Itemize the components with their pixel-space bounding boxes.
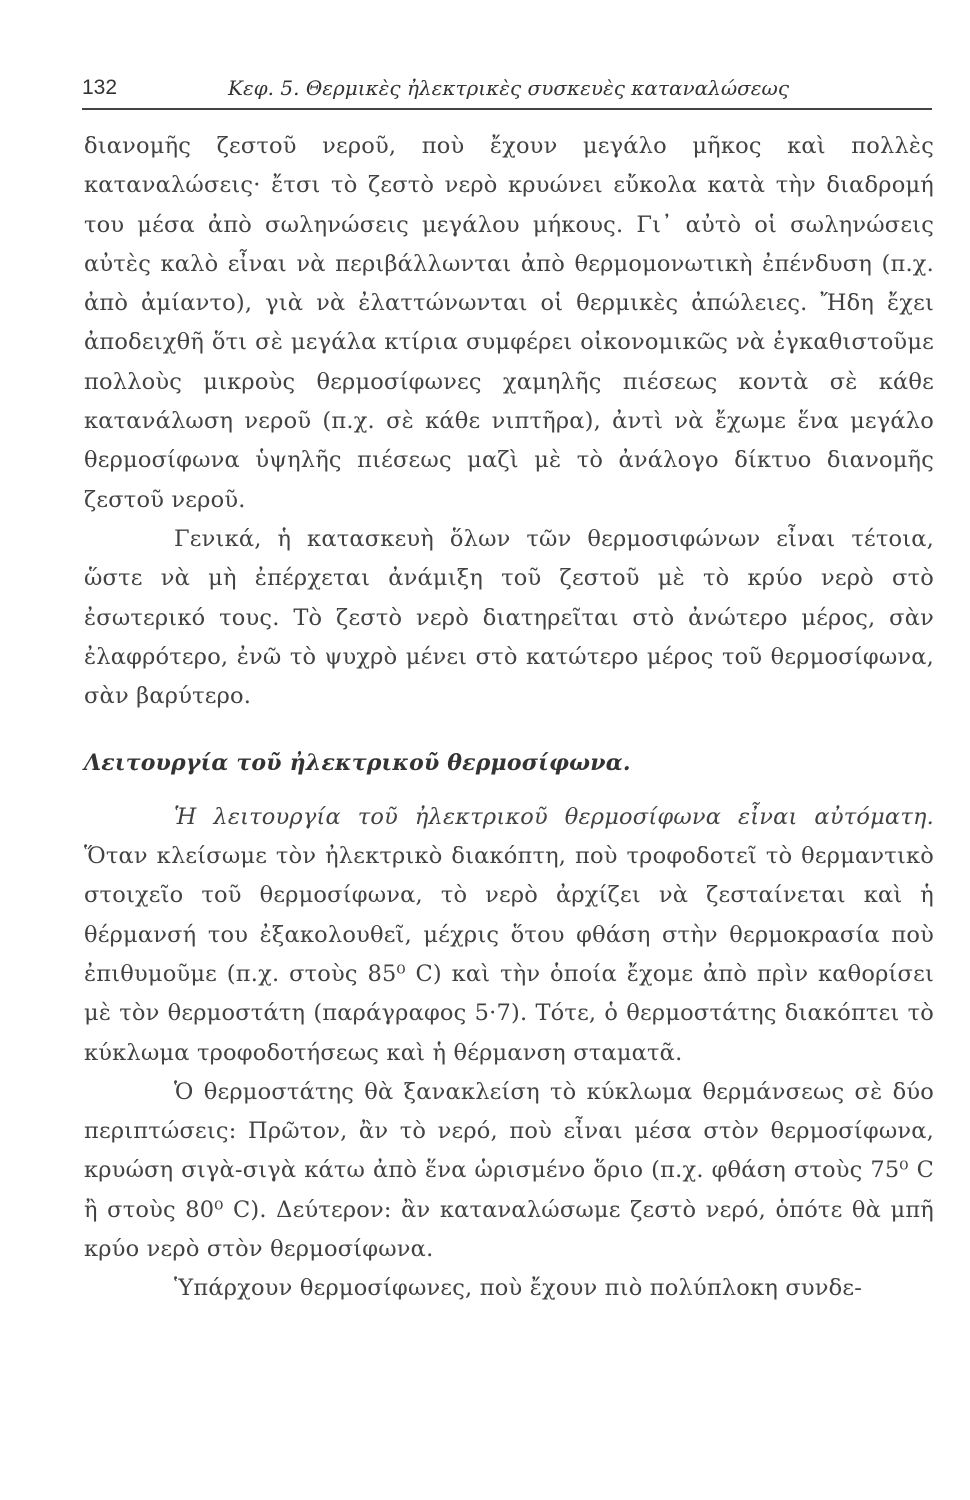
body-text <box>84 127 934 1309</box>
section-title: Λειτουργία τοῦ ἠλεκτρικοῦ θερμοσίφωνα. <box>84 750 631 777</box>
paragraph-thermostat: Ὁ θερμοστάτης θὰ ξανακλείση τὸ κύκλωμα θερμάνσεως σὲ δύο περιπτώσεις: Πρῶτον, ἂν τὸ νερό, ποὺ εἶναι μέσα στὸν θερμοσίφωνα, κρυώση σιγὰ-σιγὰ κάτω ἀπὸ ἕνα ὡρισμένο ὅριο (π.χ. φθάση στοὺς 75⁰ C ἢ στοὺς 80⁰ C). Δεύτερον: ἂν καταναλώσωμε ζεστὸ νερό, ὁπότε θὰ μπῆ κρύο νερὸ στὸν θερμοσίφωνα. <box>84 1078 934 1263</box>
page-number: 132 <box>82 76 118 99</box>
paragraph-operation-rest: Ὅταν κλείσωμε τὸν ἠλεκτρικὸ διακόπτη, ποὺ τροφοδοτεῖ τὸ θερμαντικὸ στοιχεῖο τοῦ θερμοσίφωνα, τὸ νερὸ ἀρχίζει νὰ ζεσταίνεται καὶ ἡ θέρμανσή του ἐξακολουθεῖ, μέχρις ὅτου φθάση στὴν θερμοκρασία ποὺ ἐπιθυμοῦμε (π.χ. στοὺς 85⁰ C) καὶ τὴν ὁποία ἔχομε ἀπὸ πρὶν καθορίσει μὲ τὸν θερμοστάτη (παράγραφος 5·7). Τότε, ὁ θερμοστάτης διακόπτει τὸ κύκλωμα τροφοδοτήσεως καὶ ἡ θέρμανση σταματᾶ. <box>84 843 934 1066</box>
paragraph-continuation: διανομῆς ζεστοῦ νεροῦ, ποὺ ἔχουν μεγάλο μῆκος καὶ πολλὲς καταναλώσεις· ἔτσι τὸ ζεστὸ νερὸ κρυώνει εὔκολα κατὰ τὴν διαδρομή του μέσα ἀπὸ σωληνώσεις μεγάλου μήκους. Γι᾿ αὐτὸ οἱ σωληνώσεις αὐτὲς καλὸ εἶναι νὰ περιβάλλωνται ἀπὸ θερμομονωτικὴ ἐπένδυση (π.χ. ἀπὸ ἀμίαντο), γιὰ νὰ ἐλαττώνωνται οἱ θερμικὲς ἀπώλειες. Ἤδη ἔχει ἀποδειχθῆ ὅτι σὲ μεγάλα κτίρια συμφέρει οἰκονομικῶς νὰ ἐγκαθιστοῦμε πολλοὺς μικροὺς θερμοσίφωνες χαμηλῆς πιέσεως κοντὰ σὲ κάθε κατανάλωση νεροῦ (π.χ. σὲ κάθε νιπτῆρα), ἀντὶ νὰ ἔχωμε ἕνα μεγάλο θερμοσίφωνα ὑψηλῆς πιέσεως μαζὶ μὲ τὸ ἀνάλογο δίκτυο διανομῆς ζεστοῦ νεροῦ. <box>84 133 934 513</box>
paragraph-general: Γενικά, ἡ κατασκευὴ ὅλων τῶν θερμοσιφώνων εἶναι τέτοια, ὥστε νὰ μὴ ἐπέρχεται ἀνάμιξη τοῦ ζεστοῦ μὲ τὸ κρύο νερὸ στὸ ἐσωτερικό τους. Τὸ ζεστὸ νερὸ διατηρεῖται στὸ ἀνώτερο μέρος, σὰν ἐλαφρότερο, ἐνῶ τὸ ψυχρὸ μένει στὸ κατώτερο μέρος τοῦ θερμοσίφωνα, σὰν βαρύτερο. <box>84 525 934 710</box>
running-head: Κεφ. 5. Θερμικὲς ἠλεκτρικὲς συσκευὲς καταναλώσεως <box>228 76 790 100</box>
lead-italic-sentence: Ἡ λειτουργία τοῦ ἠλεκτρικοῦ θερμοσίφωνα εἶναι αὐτόματη. <box>174 803 934 830</box>
paragraph-types: Ὑπάρχουν θερμοσίφωνες, ποὺ ἔχουν πιὸ πολύπλοκη συνδε- <box>174 1275 863 1302</box>
paragraph-operation <box>84 798 934 1073</box>
page-header <box>82 74 932 110</box>
